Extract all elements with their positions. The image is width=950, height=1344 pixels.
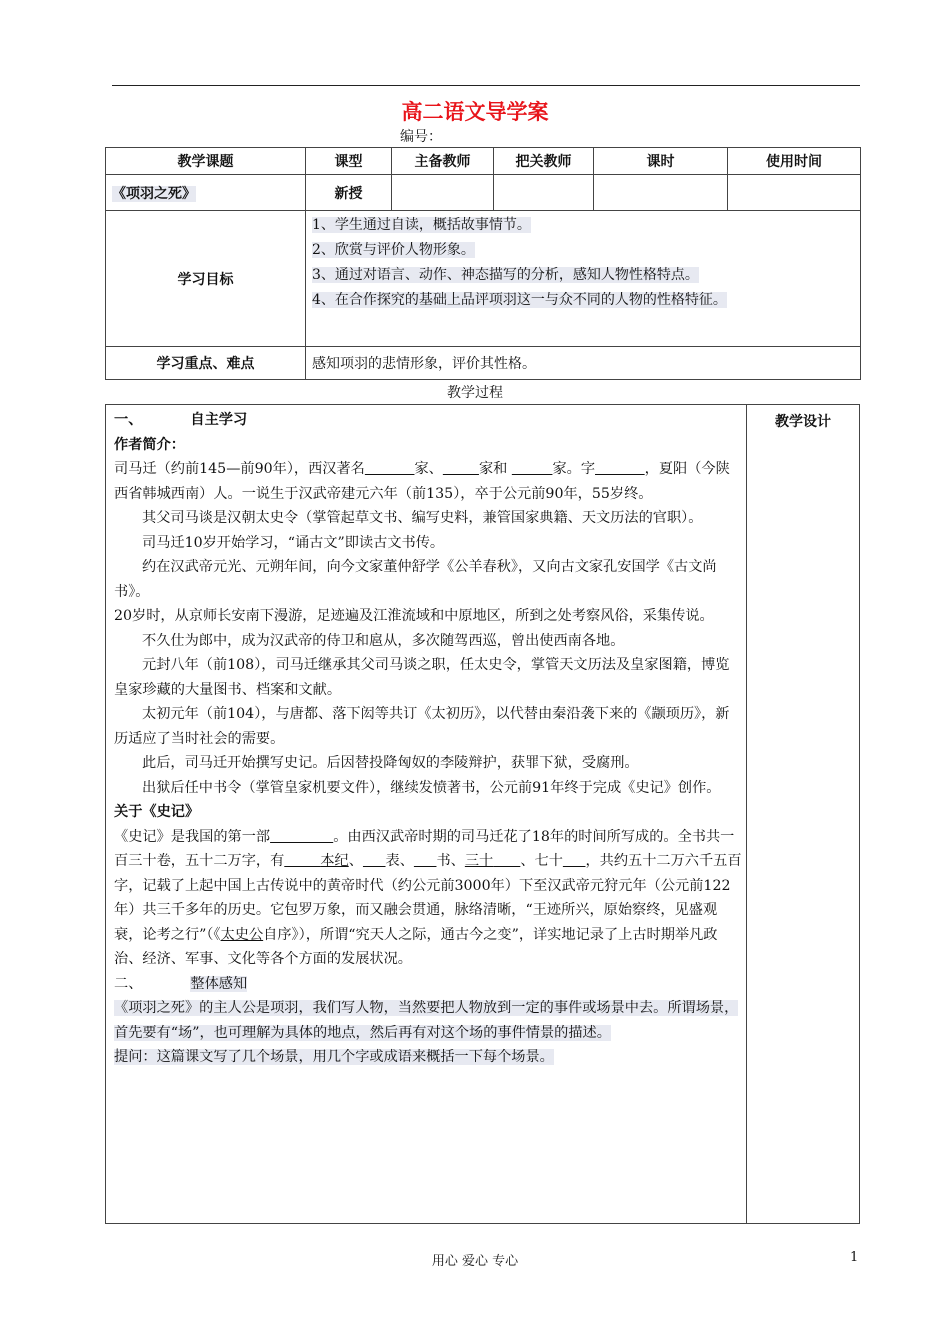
header-review-teacher: 把关教师 [494, 148, 594, 175]
process-content [114, 408, 742, 1070]
header-type: 课型 [306, 148, 392, 175]
goal-item: 1、学生通过自读，概括故事情节。 [312, 217, 531, 233]
goal-item: 2、欣赏与评价人物形象。 [312, 242, 475, 258]
key-points-label: 学习重点、难点 [106, 347, 306, 380]
design-label: 教学设计 [775, 414, 831, 430]
goals-cell [306, 211, 861, 347]
process-title: 教学过程 [447, 385, 503, 401]
footer-motto: 用心 爱心 专心 [431, 1254, 519, 1269]
key-points-row [106, 347, 861, 380]
goal-item: 4、在合作探究的基础上品评项羽这一与众不同的人物的性格特征。 [312, 292, 727, 308]
goals-label: 学习目标 [106, 211, 306, 347]
header-main-teacher: 主备教师 [392, 148, 494, 175]
table-row [106, 175, 861, 211]
study-paragraph: 约在汉武帝元光、元朔年间，向今文家董仲舒学《公羊春秋》，又向古文家孔安国学《古文尚书》。 [114, 559, 717, 600]
main-teacher-value [392, 175, 494, 211]
column-divider [746, 405, 747, 1223]
prison-paragraph: 出狱后任中书令（掌管皇家机要文件），继续发愤著书，公元前91年终于完成《史记》创作。 [142, 779, 721, 796]
shiji-paragraph: 《史记》是我国的第一部 。由西汉武帝时期的司马迁花了18年的时间所写成的。全书共一百三十卷，五十二万字，有 本纪、 表、 书、三十 、七十 ，共约五十二万六千五百字，记载了上起中国上古传说中的黄帝时代（约公元前3000年）下至汉武帝元狩元年（公元前122年）共三千多年的历史。它包罗万象，而又融会贯通，脉络清晰，“王迹所兴，原始察终，见盛观衰，论考之行”（《太史公自序》），所谓“究天人之际，通古今之变”，详实地记录了上古时期举凡政治、经济、军事、文化等各个方面的发展状况。 [114, 828, 742, 967]
review-teacher-value [494, 175, 594, 211]
periods-value [594, 175, 728, 211]
section2-paragraph: 《项羽之死》的主人公是项羽，我们写人物，当然要把人物放到一定的事件或场景中去。所谓场景，首先要有“场”，也可理解为具体的地点，然后再有对这个场的事件情景的描述。 [114, 1000, 739, 1041]
page-title: 高二语文导学案 [401, 100, 549, 124]
shiji-heading: 关于《史记》 [114, 804, 200, 820]
after-paragraph: 此后，司马迁开始撰写史记。后因替投降匈奴的李陵辩护，获罪下狱，受腐刑。 [142, 755, 639, 771]
goals-row [106, 211, 861, 347]
author-heading: 作者简介： [114, 436, 185, 453]
header-rule [112, 85, 860, 86]
section2-question: 提问：这篇课文写了几个场景，用几个字或成语来概括一下每个场景。 [114, 1049, 554, 1065]
goal-item: 3、通过对语言、动作、神态描写的分析，感知人物性格特点。 [312, 267, 699, 283]
header-periods: 课时 [594, 148, 728, 175]
use-time-value [728, 175, 861, 211]
type-value: 新授 [306, 175, 392, 211]
header-use-time: 使用时间 [728, 148, 861, 175]
author-intro: 司马迁（约前145—前90年），西汉著名 家、 家和 家。字 ，夏阳（今陕西省韩城西南）人。一说生于汉武帝建元六年（前135），卒于公元前90年，55岁终。 [114, 461, 730, 502]
section2-heading: 二、 整体感知 [114, 975, 248, 992]
age10-paragraph: 司马迁10岁开始学习，“诵古文”即读古文书传。 [142, 534, 445, 551]
section1-heading: 一、 自主学习 [114, 412, 248, 428]
serial-label: 编号： [400, 129, 442, 145]
key-points-text: 感知项羽的悲情形象，评价其性格。 [306, 347, 861, 380]
process-box [105, 404, 860, 1224]
taichu-paragraph: 太初元年（前104），与唐都、落下闳等共订《太初历》，以代替由秦沿袭下来的《颛顼历》，新历适应了当时社会的需要。 [114, 706, 730, 747]
yuanfeng-paragraph: 元封八年（前108），司马迁继承其父司马谈之职，任太史令，掌管天文历法及皇家图籍，博览皇家珍藏的大量图书、档案和文献。 [114, 657, 730, 698]
topic-value: 《项羽之死》 [112, 185, 196, 202]
topic-cell [106, 175, 306, 211]
header-topic: 教学课题 [106, 148, 306, 175]
official-paragraph: 不久仕为郎中，成为汉武帝的侍卫和扈从，多次随驾西巡，曾出使西南各地。 [142, 632, 625, 649]
father-paragraph: 其父司马谈是汉朝太史令（掌管起草文书、编写史料，兼管国家典籍、天文历法的官职）。 [142, 510, 703, 526]
page-number: 1 [850, 1250, 859, 1265]
age20-paragraph: 20岁时，从京师长安南下漫游，足迹遍及江淮流域和中原地区，所到之处考察风俗，采集传说。 [114, 608, 714, 624]
lesson-info-table [105, 147, 861, 380]
table-header-row [106, 148, 861, 175]
